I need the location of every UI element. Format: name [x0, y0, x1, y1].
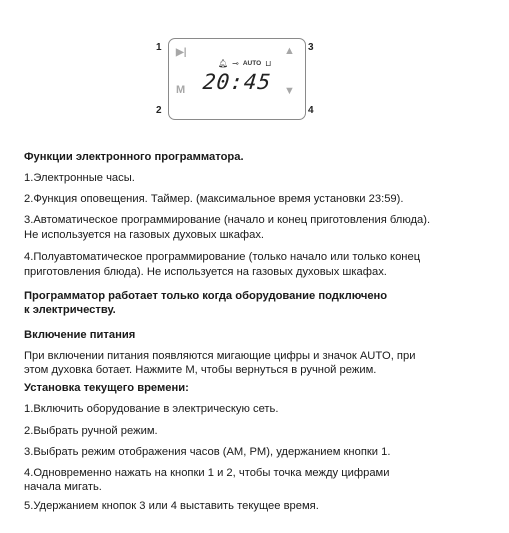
button-m-icon: M — [176, 84, 186, 96]
step-line: 2.Выбрать ручной режим. — [24, 425, 158, 437]
power-text-line: этом духовка ботает. Нажмите M, чтобы вернуться в ручной режим. — [24, 364, 377, 376]
function-line: 3.Автоматическое программирование (начало и конец приготовления блюда). — [24, 214, 431, 226]
bell-icon: 🔔︎ — [218, 59, 229, 68]
function-line: 4.Полуавтоматическое программирование (только начало или только конец — [24, 251, 421, 263]
auto-label: AUTO — [242, 60, 262, 67]
step-line: 4.Одновременно нажать на кнопки 1 и 2, чтобы точка между цифрами — [24, 467, 390, 479]
step-line: 3.Выбрать режим отображения часов (AM, PM), удержанием кнопки 1. — [24, 446, 391, 458]
key-icon: ⊸ — [232, 59, 239, 68]
function-line: 1.Электронные часы. — [24, 172, 135, 184]
callout-4: 4 — [308, 105, 314, 116]
warning-line: Программатор работает только когда оборудование подключено — [24, 290, 388, 302]
heading-functions: Функции электронного программатора. — [24, 151, 244, 163]
function-line: Не используется на газовых духовых шкафах. — [24, 229, 265, 241]
step-line: 5.Удержанием кнопок 3 или 4 выставить текущее время. — [24, 500, 319, 512]
function-line: 2.Функция оповещения. Таймер. (максимальное время установки 23:59). — [24, 193, 404, 205]
pot-icon: ⊔ — [265, 59, 272, 68]
function-line: приготовления блюда). Не используется на газовых духовых шкафах. — [24, 266, 387, 278]
lcd-icons — [218, 59, 271, 68]
button-down-icon: ▼ — [284, 85, 295, 97]
callout-2: 2 — [156, 105, 162, 116]
warning-line: к электричеству. — [24, 304, 116, 316]
callout-3: 3 — [308, 42, 314, 53]
step-line: 1.Включить оборудование в электрическую сеть. — [24, 403, 279, 415]
callout-1: 1 — [156, 42, 162, 53]
heading-time: Установка текущего времени: — [24, 382, 189, 394]
step-line: начала мигать. — [24, 481, 102, 493]
power-text-line: При включении питания появляются мигающие цифры и значок AUTO, при — [24, 350, 416, 362]
button-1-icon: ▶| — [176, 47, 187, 58]
lcd-time-display: 20:45 — [201, 70, 273, 94]
button-up-icon: ▲ — [284, 45, 295, 57]
programmer-figure — [0, 0, 509, 140]
heading-power: Включение питания — [24, 329, 136, 341]
